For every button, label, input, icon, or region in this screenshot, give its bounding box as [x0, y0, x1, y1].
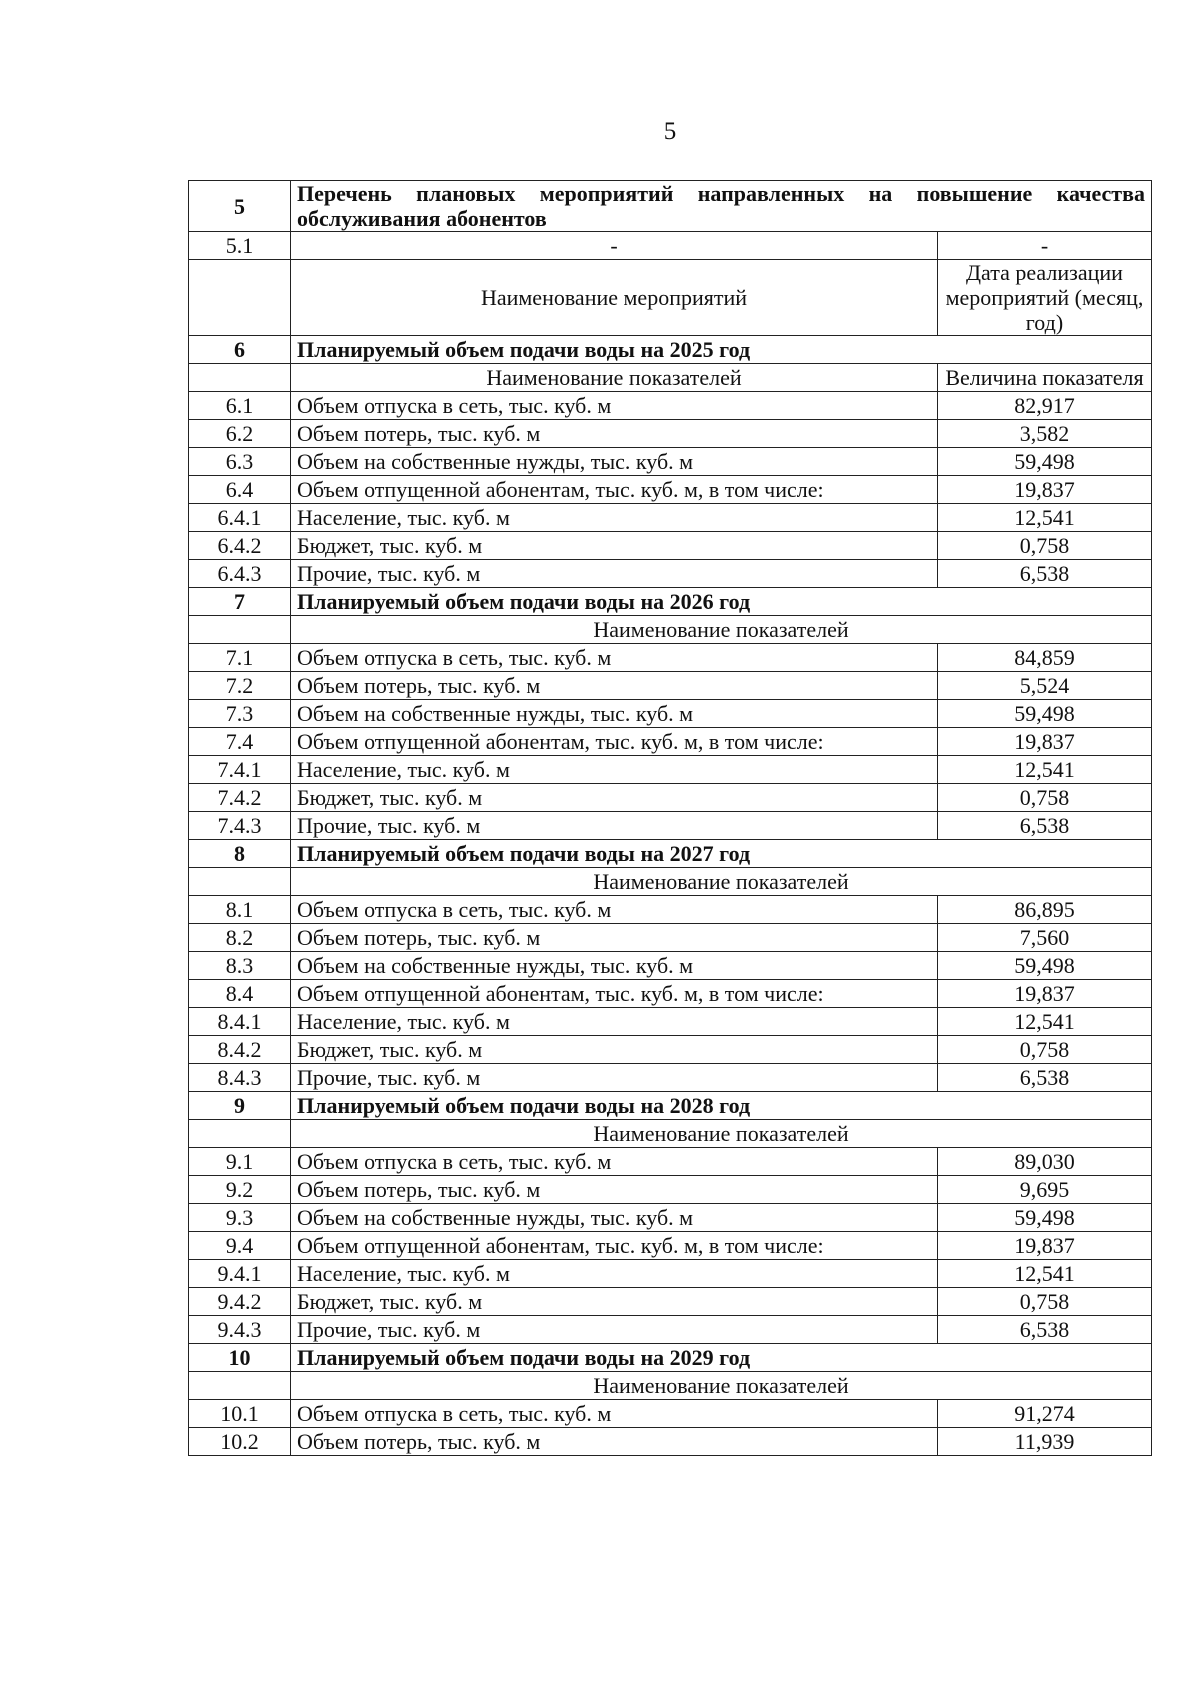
- table-row: [189, 232, 1152, 260]
- table-row: [189, 644, 1152, 672]
- table-row: [189, 1008, 1152, 1036]
- section-title: Планируемый объем подачи воды на 2026 год: [291, 588, 1152, 616]
- empty-cell: [189, 1372, 291, 1400]
- row-number: 6.4.2: [189, 532, 291, 560]
- row-name: Объем на собственные нужды, тыс. куб. м: [291, 1204, 938, 1232]
- row-value: 6,538: [937, 1064, 1151, 1092]
- table-row: [189, 1288, 1152, 1316]
- indicators-header-row: [189, 1372, 1152, 1400]
- row-number: 8.4.1: [189, 1008, 291, 1036]
- row-value: 9,695: [937, 1176, 1151, 1204]
- row-value: 19,837: [937, 980, 1151, 1008]
- row-name: Прочие, тыс. куб. м: [291, 1064, 938, 1092]
- row-name: Бюджет, тыс. куб. м: [291, 1036, 938, 1064]
- row-value: 19,837: [937, 476, 1151, 504]
- row-value: 7,560: [937, 924, 1151, 952]
- empty-cell: [189, 1120, 291, 1148]
- row-name: Прочие, тыс. куб. м: [291, 1316, 938, 1344]
- row-value: 0,758: [937, 1288, 1151, 1316]
- water-supply-table: [188, 180, 1152, 1456]
- indicators-header-row: [189, 616, 1152, 644]
- page-number: 5: [663, 118, 677, 145]
- row-value: 59,498: [937, 1204, 1151, 1232]
- table-row: [189, 980, 1152, 1008]
- section-number: 5: [189, 181, 291, 232]
- row-number: 7.4: [189, 728, 291, 756]
- row-name: Объем отпущенной абонентам, тыс. куб. м, в том числе:: [291, 728, 938, 756]
- row-number: 6.1: [189, 392, 291, 420]
- section-title-row: [189, 336, 1152, 364]
- section-title-row: [189, 1344, 1152, 1372]
- empty-cell: [189, 260, 291, 336]
- row-value: 59,498: [937, 448, 1151, 476]
- table-row: [189, 1036, 1152, 1064]
- table-row: [189, 952, 1152, 980]
- column-header-name: Наименование показателей: [291, 1372, 1152, 1400]
- section-5-title-row: [189, 181, 1152, 232]
- row-value: 0,758: [937, 784, 1151, 812]
- row-number: 8.2: [189, 924, 291, 952]
- row-value: 12,541: [937, 504, 1151, 532]
- table-row: [189, 784, 1152, 812]
- row-number: 7.2: [189, 672, 291, 700]
- column-header-name: Наименование показателей: [291, 364, 938, 392]
- row-name: Население, тыс. куб. м: [291, 504, 938, 532]
- row-number: 8.4.2: [189, 1036, 291, 1064]
- table-row: [189, 924, 1152, 952]
- section-number: 6: [189, 336, 291, 364]
- row-value: 59,498: [937, 952, 1151, 980]
- column-header-name: Наименование показателей: [291, 868, 1152, 896]
- table-row: [189, 1064, 1152, 1092]
- table-row: [189, 532, 1152, 560]
- indicators-header-row: [189, 1120, 1152, 1148]
- table-row: [189, 896, 1152, 924]
- row-name: Объем потерь, тыс. куб. м: [291, 420, 938, 448]
- row-number: 6.3: [189, 448, 291, 476]
- section-title-row: [189, 1092, 1152, 1120]
- row-name: Население, тыс. куб. м: [291, 756, 938, 784]
- row-number: 9.4.1: [189, 1260, 291, 1288]
- row-name: Объем отпуска в сеть, тыс. куб. м: [291, 1400, 938, 1428]
- row-name: Бюджет, тыс. куб. м: [291, 1288, 938, 1316]
- row-name: Бюджет, тыс. куб. м: [291, 532, 938, 560]
- measures-header-row: [189, 260, 1152, 336]
- row-number: 6.2: [189, 420, 291, 448]
- table-row: [189, 1316, 1152, 1344]
- section-number: 10: [189, 1344, 291, 1372]
- row-number: 8.4.3: [189, 1064, 291, 1092]
- row-name: -: [291, 232, 938, 260]
- row-name: Объем потерь, тыс. куб. м: [291, 924, 938, 952]
- section-title-row: [189, 840, 1152, 868]
- row-name: Бюджет, тыс. куб. м: [291, 784, 938, 812]
- table-row: [189, 1148, 1152, 1176]
- row-number: 7.3: [189, 700, 291, 728]
- table-row: [189, 1176, 1152, 1204]
- row-value: 12,541: [937, 1260, 1151, 1288]
- row-value: 0,758: [937, 1036, 1151, 1064]
- empty-cell: [189, 868, 291, 896]
- row-value: 19,837: [937, 1232, 1151, 1260]
- table-row: [189, 448, 1152, 476]
- row-value: 6,538: [937, 560, 1151, 588]
- section-title: Перечень плановых мероприятий направленных на повышение качества обслуживания абонентов: [291, 181, 1152, 232]
- row-name: Объем отпуска в сеть, тыс. куб. м: [291, 644, 938, 672]
- row-value: 11,939: [937, 1428, 1151, 1456]
- row-value: 84,859: [937, 644, 1151, 672]
- row-number: 9.2: [189, 1176, 291, 1204]
- row-number: 7.4.1: [189, 756, 291, 784]
- section-title-row: [189, 588, 1152, 616]
- row-name: Объем отпуска в сеть, тыс. куб. м: [291, 1148, 938, 1176]
- table-row: [189, 728, 1152, 756]
- row-number: 10.2: [189, 1428, 291, 1456]
- row-value: 86,895: [937, 896, 1151, 924]
- row-number: 9.4: [189, 1232, 291, 1260]
- row-name: Объем потерь, тыс. куб. м: [291, 1428, 938, 1456]
- row-number: 10.1: [189, 1400, 291, 1428]
- row-value: 12,541: [937, 756, 1151, 784]
- column-header-name: Наименование мероприятий: [291, 260, 938, 336]
- column-header-date: Дата реализации мероприятий (месяц, год): [937, 260, 1151, 336]
- row-name: Объем на собственные нужды, тыс. куб. м: [291, 448, 938, 476]
- row-value: 3,582: [937, 420, 1151, 448]
- row-number: 6.4.1: [189, 504, 291, 532]
- row-name: Объем потерь, тыс. куб. м: [291, 672, 938, 700]
- row-number: 8.1: [189, 896, 291, 924]
- row-value: 6,538: [937, 812, 1151, 840]
- row-value: 19,837: [937, 728, 1151, 756]
- row-number: 7.1: [189, 644, 291, 672]
- row-number: 9.4.2: [189, 1288, 291, 1316]
- column-header-value: Величина показателя: [937, 364, 1151, 392]
- row-value: 91,274: [937, 1400, 1151, 1428]
- table-row: [189, 812, 1152, 840]
- row-name: Население, тыс. куб. м: [291, 1260, 938, 1288]
- row-name: Объем отпуска в сеть, тыс. куб. м: [291, 896, 938, 924]
- section-title: Планируемый объем подачи воды на 2028 год: [291, 1092, 1152, 1120]
- row-value: 6,538: [937, 1316, 1151, 1344]
- row-number: 6.4.3: [189, 560, 291, 588]
- row-name: Прочие, тыс. куб. м: [291, 560, 938, 588]
- section-title: Планируемый объем подачи воды на 2029 год: [291, 1344, 1152, 1372]
- indicators-header-row: [189, 364, 1152, 392]
- row-value: 59,498: [937, 700, 1151, 728]
- row-number: 8.4: [189, 980, 291, 1008]
- column-header-name: Наименование показателей: [291, 616, 1152, 644]
- row-name: Объем отпуска в сеть, тыс. куб. м: [291, 392, 938, 420]
- row-number: 7.4.2: [189, 784, 291, 812]
- row-value: 89,030: [937, 1148, 1151, 1176]
- table-row: [189, 1400, 1152, 1428]
- row-value: 12,541: [937, 1008, 1151, 1036]
- table-row: [189, 420, 1152, 448]
- section-title: Планируемый объем подачи воды на 2025 год: [291, 336, 1152, 364]
- empty-cell: [189, 364, 291, 392]
- row-number: 5.1: [189, 232, 291, 260]
- section-number: 7: [189, 588, 291, 616]
- empty-cell: [189, 616, 291, 644]
- column-header-name: Наименование показателей: [291, 1120, 1152, 1148]
- table-row: [189, 504, 1152, 532]
- row-name: Объем отпущенной абонентам, тыс. куб. м, в том числе:: [291, 1232, 938, 1260]
- row-name: Объем отпущенной абонентам, тыс. куб. м, в том числе:: [291, 476, 938, 504]
- table-row: [189, 1428, 1152, 1456]
- row-name: Население, тыс. куб. м: [291, 1008, 938, 1036]
- row-name: Объем потерь, тыс. куб. м: [291, 1176, 938, 1204]
- row-name: Объем отпущенной абонентам, тыс. куб. м, в том числе:: [291, 980, 938, 1008]
- row-number: 7.4.3: [189, 812, 291, 840]
- row-value: 82,917: [937, 392, 1151, 420]
- table-row: [189, 476, 1152, 504]
- row-number: 8.3: [189, 952, 291, 980]
- row-number: 9.1: [189, 1148, 291, 1176]
- section-number: 8: [189, 840, 291, 868]
- table-row: [189, 1260, 1152, 1288]
- row-name: Объем на собственные нужды, тыс. куб. м: [291, 700, 938, 728]
- table-row: [189, 560, 1152, 588]
- row-name: Прочие, тыс. куб. м: [291, 812, 938, 840]
- section-title: Планируемый объем подачи воды на 2027 год: [291, 840, 1152, 868]
- table-row: [189, 672, 1152, 700]
- row-name: Объем на собственные нужды, тыс. куб. м: [291, 952, 938, 980]
- row-number: 9.3: [189, 1204, 291, 1232]
- table-row: [189, 756, 1152, 784]
- indicators-header-row: [189, 868, 1152, 896]
- table-row: [189, 392, 1152, 420]
- row-value: 5,524: [937, 672, 1151, 700]
- section-number: 9: [189, 1092, 291, 1120]
- row-number: 6.4: [189, 476, 291, 504]
- table-row: [189, 1204, 1152, 1232]
- table-row: [189, 1232, 1152, 1260]
- row-number: 9.4.3: [189, 1316, 291, 1344]
- table-row: [189, 700, 1152, 728]
- row-value: -: [937, 232, 1151, 260]
- row-value: 0,758: [937, 532, 1151, 560]
